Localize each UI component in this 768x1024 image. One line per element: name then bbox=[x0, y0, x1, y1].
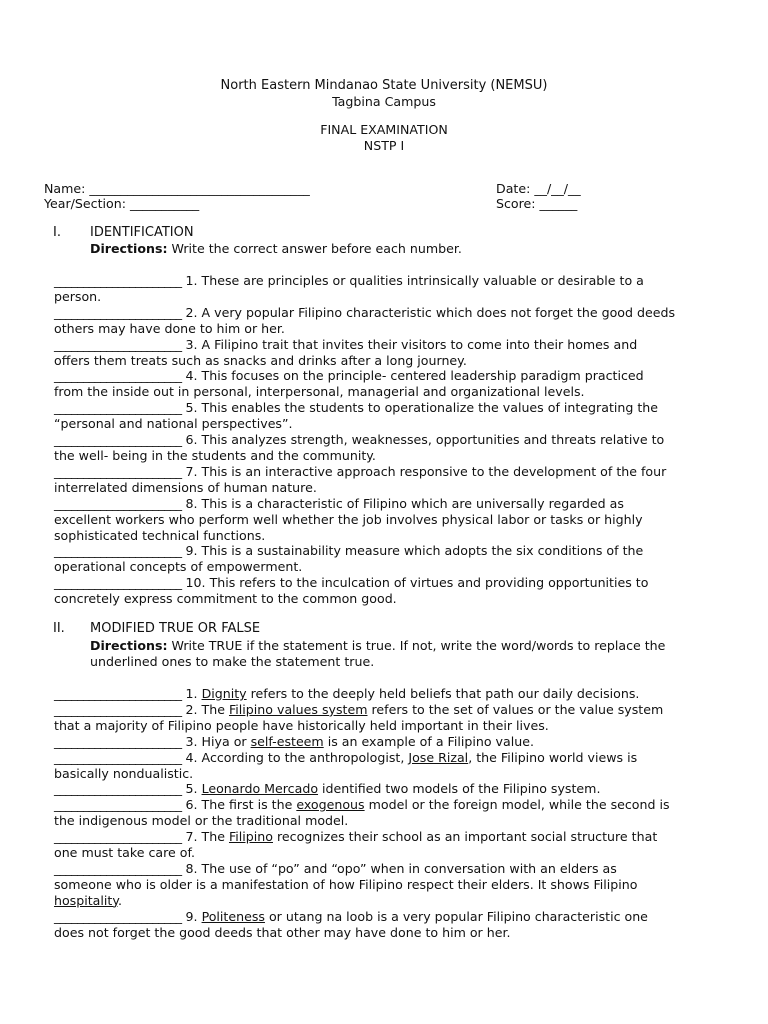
directions-label: Directions: bbox=[90, 241, 168, 256]
answer-blank: ______________________ bbox=[54, 686, 182, 701]
section-true-false-directions bbox=[90, 638, 680, 670]
answer-blank: ______________________ bbox=[54, 432, 182, 448]
list-item bbox=[54, 496, 676, 544]
list-item bbox=[54, 797, 676, 829]
list-item bbox=[54, 781, 676, 797]
underlined-term: Dignity bbox=[201, 686, 247, 701]
item-text-post: identified two models of the Filipino system. bbox=[318, 781, 601, 797]
year-section-field: Year/Section: ___________ bbox=[44, 196, 200, 211]
item-text-pre: 8. The use of “po” and “opo” when in conversation with an elders as someone who is older is a manifestation of how Filipino respect their elders. It shows Filipino bbox=[54, 860, 638, 892]
list-item bbox=[54, 575, 676, 607]
score-field: Score: ______ bbox=[496, 196, 578, 211]
answer-blank: ______________________ bbox=[54, 368, 182, 384]
item-text-post: model or the foreign model, while the second is the indigenous model or the traditional model. bbox=[54, 797, 670, 829]
list-item bbox=[54, 337, 676, 369]
underlined-term: exogenous bbox=[296, 797, 365, 813]
item-text: 6. This analyzes strength, weaknesses, opportunities and threats relative to the well- being in the students and the community. bbox=[54, 432, 665, 463]
item-text-post: , the Filipino world views is basically nondualistic. bbox=[54, 749, 638, 781]
list-item bbox=[54, 543, 676, 575]
list-item bbox=[54, 829, 676, 861]
list-item bbox=[54, 305, 676, 337]
answer-blank: ______________________ bbox=[54, 829, 182, 845]
section-identification-heading bbox=[53, 225, 194, 240]
directions-text: Write the correct answer before each number. bbox=[167, 241, 462, 256]
list-item bbox=[54, 909, 676, 941]
underlined-term: Politeness bbox=[201, 908, 265, 924]
list-item bbox=[54, 861, 676, 909]
item-text-pre: 2. The bbox=[181, 701, 229, 717]
date-field: Date: __/__/__ bbox=[496, 181, 581, 196]
identification-items bbox=[54, 273, 676, 607]
item-text-pre: 7. The bbox=[181, 829, 229, 845]
section-title: MODIFIED TRUE OR FALSE bbox=[90, 621, 261, 636]
item-text: 1. These are principles or qualities intrinsically valuable or desirable to a person. bbox=[54, 273, 644, 304]
item-text: 5. This enables the students to operationalize the values of integrating the “personal and national perspectives”. bbox=[54, 400, 659, 432]
answer-blank: ______________________ bbox=[54, 463, 182, 479]
list-item bbox=[54, 432, 676, 464]
answer-blank: ______________________ bbox=[54, 273, 182, 288]
item-text-post: refers to the set of values or the value system that a majority of Filipino people have historically held important in their lives. bbox=[54, 701, 664, 733]
item-text: 2. A very popular Filipino characteristic which does not forget the good deeds others may have done to him or her. bbox=[54, 304, 676, 336]
underlined-term: Jose Rizal bbox=[408, 749, 469, 765]
answer-blank: ______________________ bbox=[54, 701, 182, 717]
item-text-post: recognizes their school as an important social structure that one must take care of. bbox=[54, 829, 658, 861]
true-false-items bbox=[54, 686, 676, 941]
list-item bbox=[54, 750, 676, 782]
list-item bbox=[54, 464, 676, 496]
answer-blank: ______________________ bbox=[54, 336, 182, 352]
answer-blank: ______________________ bbox=[54, 781, 182, 797]
item-text: 4. This focuses on the principle- centered leadership paradigm practiced from the inside out in personal, interpersonal, managerial and organizational levels. bbox=[54, 368, 644, 400]
section-identification-directions bbox=[90, 241, 680, 257]
answer-blank: ______________________ bbox=[54, 797, 182, 813]
directions-label: Directions: bbox=[90, 638, 168, 653]
university-name: North Eastern Mindanao State University (NEMSU) bbox=[220, 78, 548, 93]
item-text-pre: 1. bbox=[181, 686, 202, 701]
item-text-post: is an example of a Filipino value. bbox=[323, 733, 534, 749]
item-text-post: or utang na loob is a very popular Filipino characteristic one does not forget the good deeds that other may have done to him or her. bbox=[54, 908, 648, 940]
answer-blank: ______________________ bbox=[54, 304, 182, 320]
underlined-term: Filipino bbox=[228, 829, 273, 845]
answer-blank: ______________________ bbox=[54, 749, 182, 765]
answer-blank: ______________________ bbox=[54, 400, 182, 416]
section-title: IDENTIFICATION bbox=[90, 225, 194, 240]
list-item bbox=[54, 400, 676, 432]
list-item bbox=[54, 273, 676, 305]
name-field: Name: ___________________________________ bbox=[44, 181, 310, 196]
exam-title: FINAL EXAMINATION bbox=[320, 122, 448, 137]
item-text-pre: 6. The first is the bbox=[181, 797, 297, 813]
item-text-post: refers to the deeply held beliefs that path our daily decisions. bbox=[246, 686, 640, 701]
list-item bbox=[54, 702, 676, 734]
item-text: 10. This refers to the inculcation of virtues and providing opportunities to concretely express commitment to the common good. bbox=[54, 575, 649, 607]
item-text-post: . bbox=[118, 892, 123, 908]
answer-blank: ______________________ bbox=[54, 908, 182, 924]
item-text: 7. This is an interactive approach responsive to the development of the four interrelated dimensions of human nature. bbox=[54, 463, 667, 495]
answer-blank: ______________________ bbox=[54, 575, 182, 591]
answer-blank: ______________________ bbox=[54, 495, 182, 511]
underlined-term: self-esteem bbox=[250, 733, 324, 749]
underlined-term: hospitality bbox=[54, 892, 118, 908]
item-text-pre: 9. bbox=[181, 908, 202, 924]
list-item bbox=[54, 686, 676, 702]
item-text: 9. This is a sustainability measure which adopts the six conditions of the operational concepts of empowerment. bbox=[54, 543, 644, 575]
campus-name: Tagbina Campus bbox=[332, 94, 436, 109]
item-text: 3. A Filipino trait that invites their visitors to come into their homes and offers them treats such as snacks and drinks after a long journey. bbox=[54, 336, 638, 368]
underlined-term: Leonardo Mercado bbox=[201, 781, 319, 797]
item-text: 8. This is a characteristic of Filipino which are universally regarded as excellent workers who perform well whether the job involves physical labor or tasks or highly sophisticated technical functions. bbox=[54, 495, 643, 543]
list-item bbox=[54, 734, 676, 750]
answer-blank: ______________________ bbox=[54, 733, 182, 749]
section-number: I. bbox=[53, 225, 61, 240]
answer-blank: ______________________ bbox=[54, 543, 182, 559]
answer-blank: ______________________ bbox=[54, 860, 182, 876]
section-number: II. bbox=[53, 621, 65, 636]
underlined-term: Filipino values system bbox=[228, 701, 368, 717]
item-text-pre: 5. bbox=[181, 781, 202, 797]
section-true-false-heading bbox=[53, 621, 260, 636]
subject-title: NSTP I bbox=[363, 138, 405, 153]
list-item bbox=[54, 368, 676, 400]
directions-text: Write TRUE if the statement is true. If not, write the word/words to replace the underlined ones to make the statement true. bbox=[90, 638, 666, 669]
item-text-pre: 4. According to the anthropologist, bbox=[181, 749, 409, 765]
item-text-pre: 3. Hiya or bbox=[181, 733, 251, 749]
